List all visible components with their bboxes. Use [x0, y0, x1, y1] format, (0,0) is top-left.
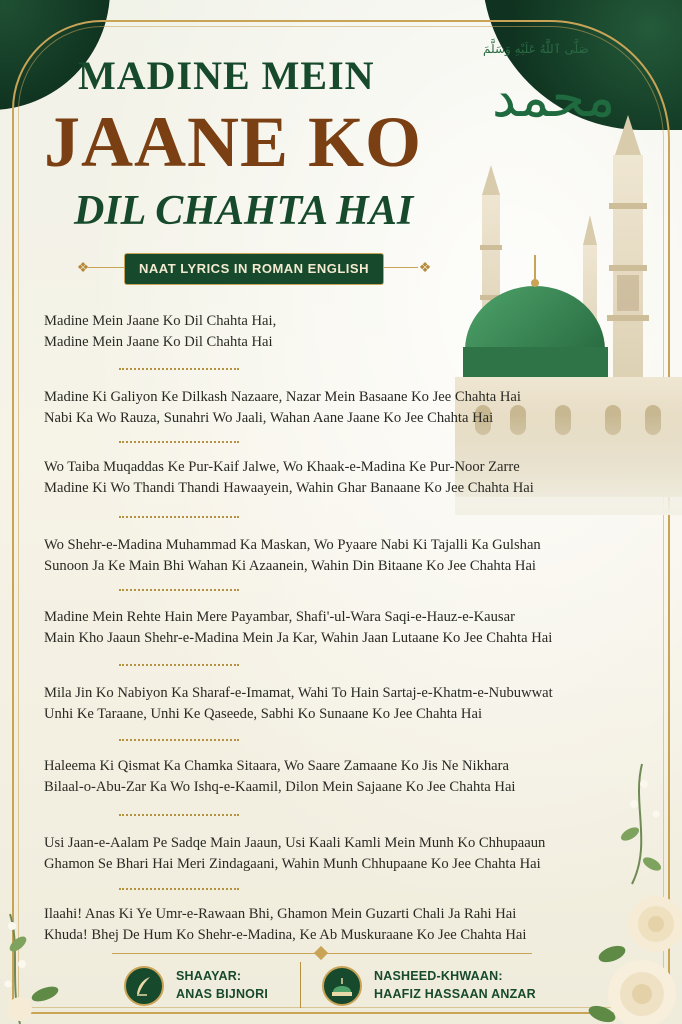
lyric-line: Ghamon Se Bhari Hai Meri Zindagaani, Wahin Munh Chhupaane Ko Jee Chahta Hai	[44, 856, 541, 872]
lyric-line: Haleema Ki Qismat Ka Chamka Sitaara, Wo Saare Zamaane Ko Jis Ne Nikhara	[44, 758, 509, 774]
dotted-separator	[119, 664, 239, 666]
poet-label: SHAAYAR:	[176, 969, 242, 983]
quill-pen-icon	[124, 966, 164, 1006]
dotted-separator	[119, 589, 239, 591]
stanza	[44, 756, 604, 798]
stanza	[44, 457, 604, 499]
green-dome-icon	[322, 966, 362, 1006]
left-floral-decoration	[0, 904, 80, 1024]
floral-ornament-icon: ❖	[76, 260, 90, 276]
lyric-line: Madine Ki Wo Thandi Thandi Hawaayein, Wahin Ghar Banaane Ko Jee Chahta Hai	[44, 480, 534, 496]
title-line-1: MADINE MEIN	[78, 53, 375, 98]
floral-ornament-icon: ❖	[418, 260, 432, 276]
lyric-line: Nabi Ka Wo Rauza, Sunahri Wo Jaali, Wahan Aane Jaane Ko Jee Chahta Hai	[44, 410, 494, 426]
lyric-line: Ilaahi! Anas Ki Ye Umr-e-Rawaan Bhi, Ghamon Mein Guzarti Chali Ja Rahi Hai	[44, 906, 517, 922]
stanza	[44, 607, 604, 649]
stanza	[44, 904, 604, 946]
reciter-label: NASHEED-KHWAAN:	[374, 969, 503, 983]
lyric-line: Madine Mein Rehte Hain Mere Payambar, Shafi'-ul-Wara Saqi-e-Hauz-e-Kausar	[44, 609, 515, 625]
subtitle: NAAT LYRICS IN ROMAN ENGLISH	[124, 253, 384, 285]
lyric-line: Unhi Ke Taraane, Unhi Ke Qaseede, Sabhi Ko Sunaane Ko Jee Chahta Hai	[44, 706, 483, 722]
stanza	[44, 683, 604, 725]
poet-name: ANAS BIJNORI	[176, 987, 268, 1001]
stanza	[44, 833, 604, 875]
lyric-line: Madine Mein Jaane Ko Dil Chahta Hai,	[44, 313, 277, 329]
dotted-separator	[119, 888, 239, 890]
calligraphy-salutation: صَلَّى ٱللَّٰهُ عَلَيْهِ وَسَلَّمَ	[483, 42, 589, 56]
dotted-separator	[119, 814, 239, 816]
lyric-line: Wo Shehr-e-Madina Muhammad Ka Maskan, Wo Pyaare Nabi Ki Tajalli Ka Gulshan	[44, 537, 541, 553]
lyric-line: Madine Ki Galiyon Ke Dilkash Nazaare, Nazar Mein Basaane Ko Jee Chahta Hai	[44, 389, 521, 405]
title-line-2: JAANE KO	[44, 102, 423, 182]
stanza	[44, 387, 604, 429]
lyric-line: Usi Jaan-e-Aalam Pe Sadqe Main Jaaun, Usi Kaali Kamli Mein Munh Ko Chhupaaun	[44, 835, 546, 851]
dotted-separator	[119, 739, 239, 741]
dotted-separator	[119, 368, 239, 370]
lyric-line: Khuda! Bhej De Hum Ko Shehr-e-Madina, Ke Ab Muskuraane Ko Jee Chahta Hai	[44, 927, 527, 943]
white-roses-decoration	[572, 744, 682, 1024]
lyric-line: Sunoon Ja Ke Main Bhi Wahan Ki Azaanein, Wahin Din Bitaane Ko Jee Chahta Hai	[44, 558, 536, 574]
title-line-3: DIL CHAHTA HAI	[74, 188, 414, 234]
dotted-separator	[119, 516, 239, 518]
reciter-name: HAAFIZ HASSAAN ANZAR	[374, 987, 536, 1001]
lyric-line: Wo Taiba Muqaddas Ke Pur-Kaif Jalwe, Wo Khaak-e-Madina Ke Pur-Noor Zarre	[44, 459, 520, 475]
lyric-line: Mila Jin Ko Nabiyon Ka Sharaf-e-Imamat, Wahi To Hain Sartaj-e-Khatm-e-Nubuwwat	[44, 685, 553, 701]
dotted-separator	[119, 441, 239, 443]
lyric-line: Bilaal-o-Abu-Zar Ka Wo Ishq-e-Kaamil, Dilon Mein Sajaane Ko Jee Chahta Hai	[44, 779, 516, 795]
stanza	[44, 311, 604, 353]
calligraphy-muhammad: محمد	[492, 66, 616, 129]
lyric-line: Main Kho Jaaun Shehr-e-Madina Mein Ja Kar, Wahin Jaan Lutaane Ko Jee Chahta Hai	[44, 630, 553, 646]
footer-divider	[300, 962, 301, 1008]
subtitle-ribbon	[76, 253, 432, 283]
stanza	[44, 535, 604, 577]
lyric-line: Madine Mein Jaane Ko Dil Chahta Hai	[44, 334, 273, 350]
